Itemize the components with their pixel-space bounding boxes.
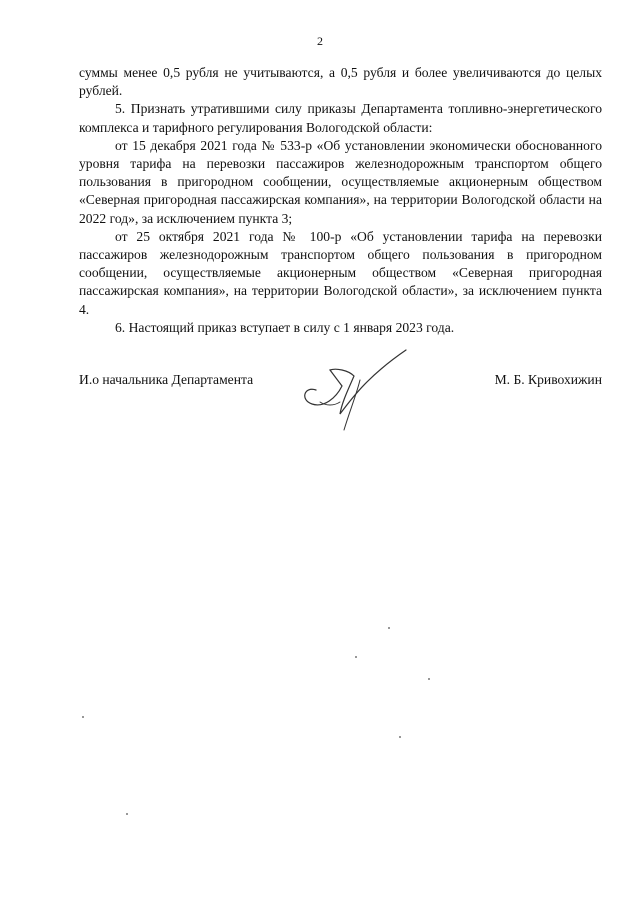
signatory-title: И.о начальника Департамента [79, 372, 254, 387]
paragraph-item-5: 5. Признать утратившими силу приказы Департамента топливно-энергетического комплекса и тарифного регулирования Вологодской области: [79, 101, 602, 135]
scan-speck [126, 813, 128, 815]
paragraph-order-533: от 15 декабря 2021 года № 533-р «Об установлении экономически обоснованного уровня тарифа на перевозки пассажиров железнодорожным транспортом общего пользования в пригородном сообщении, осуществляемые акционерным обществом «Северная пригородная пассажирская компания», на территории Вологодской области на 2022 год», за исключением пункта 3; [79, 137, 602, 226]
scan-speck [82, 716, 84, 718]
scan-speck [355, 656, 357, 658]
handwritten-signature [296, 346, 416, 438]
scan-speck [428, 678, 430, 680]
page-number: 2 [317, 34, 323, 48]
signatory-name: М. Б. Кривохижин [494, 372, 602, 387]
paragraph-item-6: 6. Настоящий приказ вступает в силу с 1 января 2023 года. [115, 319, 455, 335]
paragraph-continuation: суммы менее 0,5 рубля не учитываются, а 0,5 рубля и более увеличиваются до целых рублей. [79, 65, 602, 99]
scan-speck [399, 736, 401, 738]
paragraph-order-100: от 25 октября 2021 года № 100-р «Об установлении тарифа на перевозки пассажиров железнодорожным транспортом общего пользования в пригородном сообщении, осуществляемые акционерным обществом «Северная пригородная пассажирская компания», на территории Вологодской области», за исключением пункта 4. [79, 228, 602, 317]
scan-speck [388, 627, 390, 629]
document-body [79, 64, 602, 337]
